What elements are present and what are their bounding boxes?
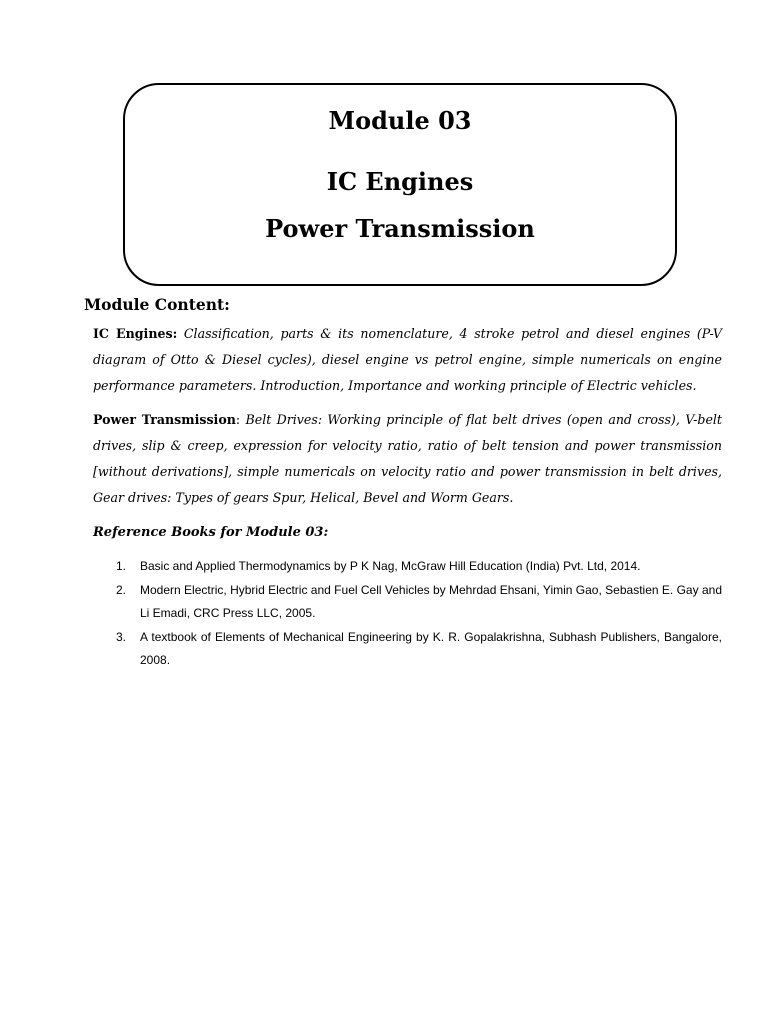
power-transmission-description: Belt Drives: Working principle of flat belt drives (open and cross), V-belt drives, slip & creep, expression for velocity ratio, ratio of belt tension and power transmission [without derivations], simple numericals on velocity ratio and power transmission in belt drives, Gear drives: Types of gears Spur, Helical, Bevel and Worm Gears. (93, 412, 722, 505)
power-transmission-colon: : (235, 412, 241, 427)
reference-books-heading: Reference Books for Module 03: (93, 525, 329, 540)
reference-list (93, 555, 722, 673)
power-transmission-paragraph (93, 407, 722, 511)
reference-item-3 (93, 626, 722, 673)
reference-item-1 (93, 555, 722, 579)
reference-number: 1. (116, 559, 127, 573)
ic-engines-paragraph (93, 321, 722, 399)
reference-number: 2. (116, 582, 127, 597)
module-title-box (123, 83, 677, 286)
reference-text: Modern Electric, Hybrid Electric and Fuel Cell Vehicles by Mehrdad Ehsani, Yimin Gao, Sebastien E. Gay and Li Emadi, CRC Press LLC, 2005. (140, 582, 722, 620)
power-transmission-label: Power Transmission (93, 412, 236, 427)
reference-item-2 (93, 579, 722, 626)
module-topic-power-transmission: Power Transmission (265, 214, 535, 243)
reference-number: 3. (116, 629, 127, 644)
module-number-title: Module 03 (328, 106, 472, 135)
module-topic-ic-engines: IC Engines (326, 167, 474, 196)
reference-text: Basic and Applied Thermodynamics by P K Nag, McGraw Hill Education (India) Pvt. Ltd, 2014. (140, 559, 641, 573)
ic-engines-description: Classification, parts & its nomenclature, 4 stroke petrol and diesel engines (P-V diagram of Otto & Diesel cycles), diesel engine vs petrol engine, simple numericals on engine performance parameters. Introduction, Importance and working principle of Electric vehicles. (93, 326, 722, 393)
reference-text: A textbook of Elements of Mechanical Engineering by K. R. Gopalakrishna, Subhash Publishers, Bangalore, 2008. (140, 629, 722, 667)
module-content-heading: Module Content: (84, 295, 230, 314)
ic-engines-label: IC Engines: (93, 326, 178, 341)
